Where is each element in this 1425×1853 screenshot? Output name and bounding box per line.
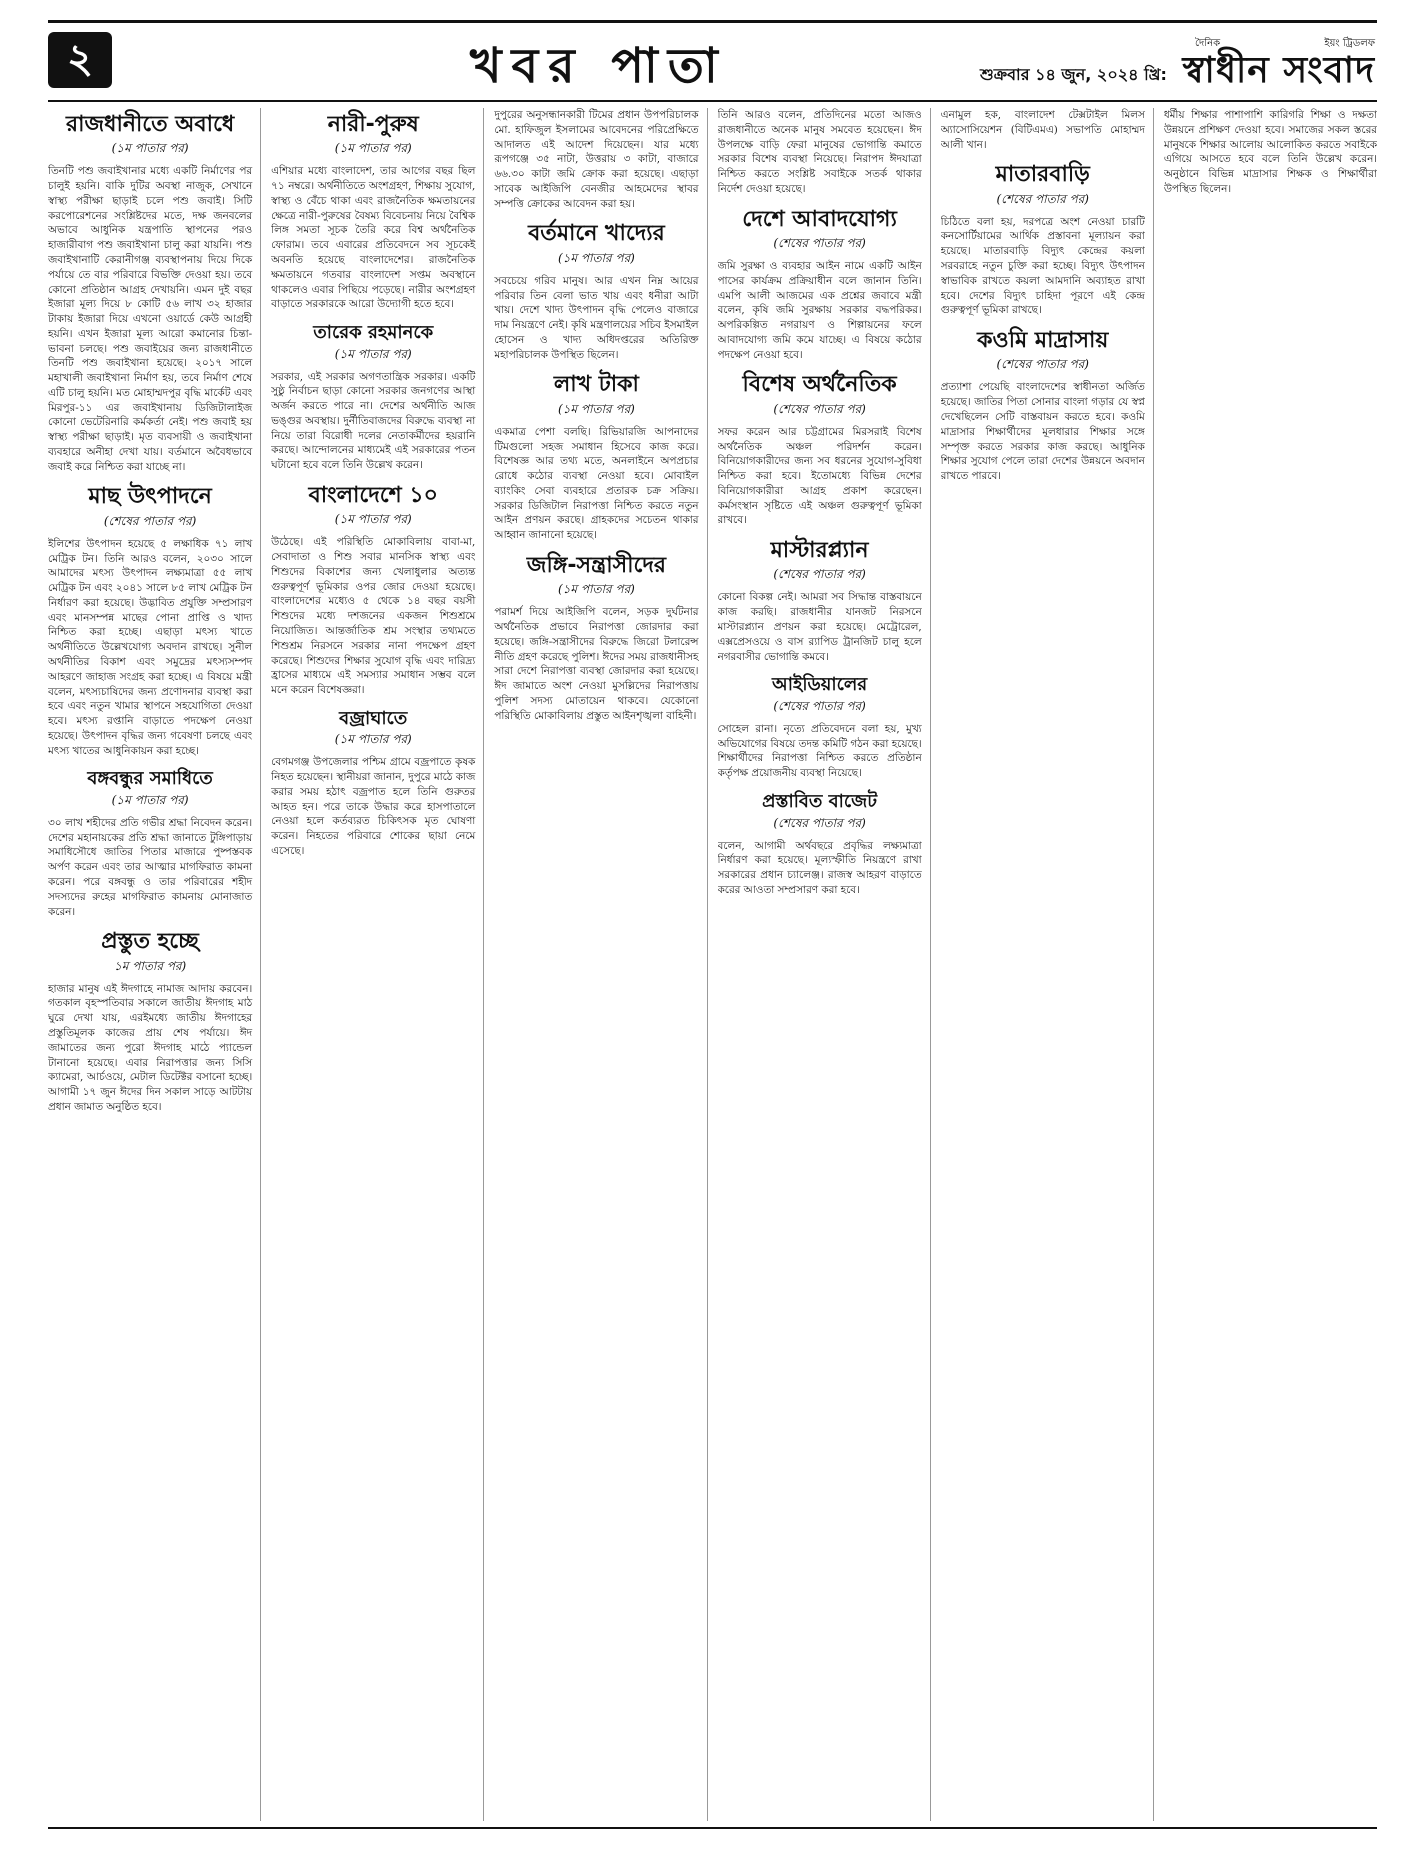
article-headline[interactable]: বিশেষ অর্থনৈতিক xyxy=(742,372,897,398)
continuation-note: (শেষের পাতার পর) xyxy=(773,235,866,250)
article-headline[interactable]: জঙ্গি-সন্ত্রাসীদের xyxy=(526,552,667,578)
article-body: ধর্মীয় শিক্ষার পাশাপাশি কারিগরি শিক্ষা ও দক্ষতা উন্নয়নে প্রশিক্ষণ দেওয়া হবে। সমাজের সকল স্তরের মানুষকে শিক্ষার আলোয় আলোকিত করতে সবাইকে এগিয়ে আসতে হবে বলে তিনি উল্লেখ করেন। অনুষ্ঠানে বিভিন্ন মাদ্রাসার শিক্ষক ও শিক্ষার্থীরা উপস্থিত ছিলেন। xyxy=(1163,109,1377,195)
column-3 xyxy=(494,108,707,1821)
issue-date: শুক্রবার ১৪ জুন, ২০২৪ খ্রি: xyxy=(980,65,1167,84)
article-headline[interactable]: দেশে আবাদযোগ্য xyxy=(742,206,897,232)
article-body: হাজার মানুষ এই ঈদগাহে নামাজ আদায় করবেন। গতকাল বৃহস্পতিবার সকালে জাতীয় ঈদগাহ মাঠ ঘুরে দেখা যায়, এরইমধ্যে জাতীয় ঈদগাহের প্রস্তুতিমূলক কাজের প্রায় শেষ পর্যায়ে। ঈদ জামাতের জন্য পুরো ঈদগাহ মাঠে প্যান্ডেল টানানো হয়েছে। এবার নিরাপত্তার জন্য সিসি ক্যামেরা, আর্চওয়ে, মেটাল ডিটেক্টর বসানো হচ্ছে। আগামী ১৭ জুন ঈদের দিন সকাল সাড়ে আটটায় প্রধান জামাত অনুষ্ঠিত হবে। xyxy=(48,982,253,1113)
article xyxy=(1164,108,1377,197)
column-5 xyxy=(941,108,1154,1821)
continuation-note: (শেষের পাতার পর) xyxy=(103,513,197,528)
article xyxy=(718,538,922,664)
article-body: এশিয়ার মধ্যে বাংলাদেশ, তার আগের বছর ছিল ৭১ নম্বরে। অর্থনীতিতে অংশগ্রহণ, শিক্ষায় সুযোগ, স্বাস্থ্য ও বেঁচে থাকা এবং রাজনৈতিক ক্ষমতায়নের ক্ষেত্রে নারী-পুরুষের বৈষম্য বিবেচনায় নিয়ে বৈশ্বিক লিঙ্গ সমতা সূচক তৈরি করে বিশ্ব অর্থনৈতিক ফোরাম। তবে এবারের প্রতিবেদনে সব সূচকেই অবনতি হয়েছে বাংলাদেশের। রাজনৈতিক ক্ষমতায়নে গতবার বাংলাদেশ সপ্তম অবস্থানে থাকলেও এবার পিছিয়ে পড়েছে। নারীর অংশগ্রহণ বাড়াতে সরকারকে আরো উদ্যোগী হতে হবে। xyxy=(271,165,476,311)
top-rule xyxy=(48,20,1377,23)
article-body: পরামর্শ দিয়ে আইজিপি বলেন, সড়ক দুর্ঘটনার অর্থনৈতিক প্রভাবে নিরাপত্তা জোরদার করা হয়েছে। জঙ্গি-সন্ত্রাসীদের বিরুদ্ধে জিরো টলারেন্স নীতি গ্রহণ করেছে পুলিশ। ঈদের সময় রাজধানীসহ সারা দেশে নিরাপত্তা ব্যবস্থা জোরদার করা হয়েছে। ঈদ জামাতে অংশ নেওয়া মুসল্লিদের নিরাপত্তায় পুলিশ সদস্য মোতায়েন থাকবে। যেকোনো পরিস্থিতি মোকাবিলায় প্রস্তুত আইনশৃঙ্খলা বাহিনী। xyxy=(494,606,699,722)
continuation-note: (১ম পাতার পর) xyxy=(557,582,635,597)
continuation-note: (১ম পাতার পর) xyxy=(111,792,189,807)
continuation-note: (১ম পাতার পর) xyxy=(557,250,635,265)
article-body: প্রত্যাশা পেয়েছি বাংলাদেশের স্বাধীনতা অর্জিত হয়েছে। জাতির পিতা সোনার বাংলা গড়ার যে স্বপ্ন দেখেছিলেন সেটি বাস্তবায়ন করতে হবে। কওমি মাদ্রাসার শিক্ষার্থীদের মূলধারার শিক্ষার সঙ্গে সম্পৃক্ত করতে সরকার কাজ করছে। আধুনিক শিক্ষার সুযোগ পেলে তারা দেশের উন্নয়নে অবদান রাখতে পারবে। xyxy=(940,381,1145,483)
continuation-note: (শেষের পাতার পর) xyxy=(773,815,866,830)
article-headline[interactable]: বঙ্গবন্ধুর সমাধিতে xyxy=(87,768,213,790)
article xyxy=(718,207,922,363)
article-body: সোহেল রানা। নৃত্যে প্রতিবেদনে বলা হয়, মুখ্য অভিযোগের বিষয়ে তদন্ত কমিটি গঠন করা হয়েছে। শিক্ষার্থীদের নিরাপত্তা নিশ্চিত করতে প্রতিষ্ঠান কর্তৃপক্ষ প্রয়োজনীয় ব্যবস্থা নিয়েছে। xyxy=(717,722,922,780)
article-headline[interactable]: মাস্টারপ্ল্যান xyxy=(770,538,869,564)
article-headline[interactable]: মাতারবাড়ি xyxy=(995,162,1090,188)
continuation-note: (১ম পাতার পর) xyxy=(111,141,189,156)
article-headline[interactable]: বজ্রাঘাতে xyxy=(339,707,408,729)
continuation-note: ১ম পাতার পর) xyxy=(113,958,187,973)
continuation-note: (১ম পাতার পর) xyxy=(334,141,412,156)
article xyxy=(48,112,252,474)
article-headline[interactable]: বাংলাদেশে ১০ xyxy=(308,483,438,508)
continuation-note: (শেষের পাতার পর) xyxy=(773,401,866,416)
article-body: জমি সুরক্ষা ও ব্যবহার আইন নামে একটি আইন পাসের কার্যক্রম প্রক্রিয়াধীন বলে জানান তিনি। এমপি আলী আজমের এক প্রশ্নের জবাবে মন্ত্রী বলেন, কৃষি জমি সুরক্ষায় সরকার বদ্ধপরিকর। অপরিকল্পিত নগরায়ণ ও শিল্পায়নের ফলে আবাদযোগ্য জমি কমে যাচ্ছে। এ বিষয়ে কঠোর পদক্ষেপ নেওয়া হবে। xyxy=(717,259,922,361)
bottom-rule xyxy=(48,1827,1377,1829)
article-body: সরকার, এই সরকার অগণতান্ত্রিক সরকার। একটি সুষ্ঠু নির্বাচন ছাড়া কোনো সরকার জনগণের আস্থা অর্জন করতে পারে না। দেশের অর্থনীতি আজ ভঙ্গুর অবস্থায়। দুর্নীতিবাজদের বিরুদ্ধে ব্যবস্থা না নিয়ে তারা বিরোধী দলের নেতাকর্মীদের হয়রানি করছে। আন্দোলনের মাধ্যমেই এই সরকারের পতন ঘটানো হবে বলে তিনি উল্লেখ করেন। xyxy=(271,370,476,472)
article xyxy=(941,108,1145,152)
article-headline[interactable]: মাছ উৎপাদনে xyxy=(88,484,212,510)
continuation-note: (শেষের পাতার পর) xyxy=(773,698,866,713)
continuation-note: (শেষের পাতার পর) xyxy=(773,567,866,582)
article xyxy=(494,553,698,724)
article xyxy=(941,328,1145,484)
article-body: সফর করেন আর চট্টগ্রামের মিরসরাই বিশেষ অর্থনৈতিক অঞ্চল পরিদর্শন করেন। বিনিয়োগকারীদের জন্য সব ধরনের সুযোগ-সুবিধা নিশ্চিত করা হবে। ইতোমধ্যে বিভিন্ন দেশের বিনিয়োগকারীরা আগ্রহ প্রকাশ করেছেন। কর্মসংস্থান সৃষ্টিতে এই অঞ্চল গুরুত্বপূর্ণ ভূমিকা রাখবে। xyxy=(717,425,922,527)
article-headline[interactable]: প্রস্তাবিত বাজেট xyxy=(762,790,878,812)
logo-kicker-right: ইয়ং ট্রিডলফ xyxy=(1324,38,1375,49)
article-body: ৩০ লাখ শহীদের প্রতি গভীর শ্রদ্ধা নিবেদন করেন। দেশের মহানায়কের প্রতি শ্রদ্ধা জানাতে টুঙ্গিপাড়ায় সমাধিসৌধে জাতির পিতার মাজারে পুষ্পস্তবক অর্পণ করেন এবং তার আত্মার মাগফিরাত কামনা করেন। পরে বঙ্গবন্ধু ও তার পরিবারের শহীদ সদস্যদের রুহের মাগফিরাত কামনায় মোনাজাত করেন। xyxy=(48,816,253,918)
article xyxy=(48,929,252,1114)
column-2 xyxy=(271,108,484,1821)
article xyxy=(718,372,922,528)
article-body: চিঠিতে বলা হয়, দরপত্রে অংশ নেওয়া চারটি কনসোর্টিয়ামের আর্থিক প্রস্তাবনা মূল্যায়ন করা হয়েছে। মাতারবাড়ি বিদ্যুৎ কেন্দ্রের কয়লা সরবরাহে নতুন চুক্তি করা হচ্ছে। বিদ্যুৎ উৎপাদন স্বাভাবিক রাখতে কয়লা আমদানি অব্যাহত রাখা হবে। দেশের বিদ্যুৎ চাহিদা পূরণে এই কেন্দ্র গুরুত্বপূর্ণ ভূমিকা রাখছে। xyxy=(940,215,1145,317)
article-body: দুপুরের অনুসন্ধানকারী টিমের প্রধান উপপরিচালক মো. হাফিজুল ইসলামের আবেদনের পরিপ্রেক্ষিতে আদালত এই আদেশ দিয়েছেন। যার মধ্যে রূপগঞ্জে ৩৫ নাটা, উত্তরায় ৩ কাটা, বাজারে ৬৬.৩০ কাটা জমি ক্রোক করা হয়েছে। এছাড়া সাবেক আইজিপি বেনজীর আহমেদের স্থাবর সম্পত্তি ক্রোকের আবেদন করা হয়। xyxy=(494,109,699,210)
article xyxy=(718,108,922,197)
article-body: তিনি আরও বলেন, প্রতিদিনের মতো আজও রাজধানীতে অনেক মানুষ সমবেত হয়েছেন। ঈদ উপলক্ষে বাড়ি ফেরা মানুষের ভোগান্তি কমাতে সরকার বিশেষ ব্যবস্থা নিয়েছে। নিরাপদ ঈদযাত্রা নিশ্চিত করতে সংশ্লিষ্ট সবাইকে সতর্ক থাকার নির্দেশ দেওয়া হয়েছে। xyxy=(717,109,922,195)
article xyxy=(271,708,475,859)
article-body: কোনো বিকল্প নেই। আমরা সব সিদ্ধান্ত বাস্তবায়নে কাজ করছি। রাজধানীর যানজট নিরসনে মাস্টারপ্ল্যান প্রণয়ন করা হয়েছে। মেট্রোরেল, এক্সপ্রেসওয়ে ও বাস র‍্যাপিড ট্রানজিট চালু হলে নগরবাসীর ভোগান্তি কমবে। xyxy=(717,591,922,663)
section-title: খবর পাতা xyxy=(470,38,728,94)
article-body: সবচেয়ে গরিব মানুষ। আর এখন নিম্ন আয়ের পরিবার তিন বেলা ভাত খায় এবং ধনীরা আটা খায়। দেশে খাদ্য উৎপাদন বৃদ্ধি পেলেও বাজারে দাম নিয়ন্ত্রণে নেই। কৃষি মন্ত্রণালয়ের সচিব ইসমাইল হোসেন ও খাদ্য অধিদপ্তরের অতিরিক্ত মহাপরিচালক উপস্থিত ছিলেন। xyxy=(494,274,699,361)
article-body: এনামুল হক, বাংলাদেশ টেক্সটাইল মিলস অ্যাসোসিয়েশন (বিটিএমএ) সভাপতি মোহাম্মদ আলী খান। xyxy=(940,109,1145,151)
article xyxy=(941,162,1145,318)
logo-name: স্বাধীন সংবাদ xyxy=(1182,50,1375,91)
page-number: ২ xyxy=(48,32,112,88)
article-body: তিনটি পশু জবাইখানার মধ্যে একটি নির্মাণের পর চালুই হয়নি। বাকি দুটির অবস্থা নাজুক, সেখানে স্বাস্থ্য পরীক্ষা ছাড়াই চলে পশু জবাই। সিটি করপোরেশনের সংশ্লিষ্টদের মতে, দক্ষ জনবলের অভাবে আধুনিক যন্ত্রপাতি স্থাপনের পরও হাজারীবাগ পশু জবাইখানা চালু করা যায়নি। পশু জবাইখানাটি কেরানীগঞ্জ ব্যবস্থাপনায় দিয়ে দিকে পর্যায়ে তে বার পরিবারে বিভক্তি দেওয়া হয়। তবে কোনো প্রতিষ্ঠান আগ্রহ দেখায়নি। এমন দুই বছর ইজারা মূল্য দিয়ে ৮ কোটি ৫৬ লাখ ৩২ হাজার টাকায় ইজারা দিয়ে এখনো ওয়ার্ডে কেউ আগ্রহী হয়নি। এখন ইজারা মূল্য আরো কমানোর চিন্তা-ভাবনা চলছে। পশু জবাইয়ের জন্য রাজধানীতে তিনটি পশু জবাইখানা হয়েছে। ২০১৭ সালে মহাখালী জবাইখানা নির্মাণ হয়, তবে নির্মাণ শেষে এটি চালু হয়নি। মত মোহাম্মদপুর বৃদ্ধি মার্কেট এবং মিরপুর-১১ এর জবাইখানায় ডিজিটালাইজ কোনো ভেটেরিনারি কর্মকর্তা নেই। পশু জবাই হয় স্বাস্থ্য পরীক্ষা ছাড়াই। মৃত ব্যবসায়ী ও জবাইখানা ব্যবহারে অনীহা দেখা যায়। বর্তমানে অবৈধভাবে জবাই করে নিশ্চিত করা যাচ্ছে না। xyxy=(48,165,253,473)
continuation-note: (১ম পাতার পর) xyxy=(557,401,635,416)
article-headline[interactable]: কওমি মাদ্রাসায় xyxy=(977,328,1109,354)
continuation-note: (১ম পাতার পর) xyxy=(334,346,412,361)
article-headline[interactable]: আইডিয়ালের xyxy=(772,674,868,696)
continuation-note: (১ম পাতার পর) xyxy=(334,512,412,527)
column-1 xyxy=(48,108,261,1821)
newspaper-logo xyxy=(1182,36,1375,89)
continuation-note: (শেষের পাতার পর) xyxy=(996,357,1089,372)
article xyxy=(494,221,698,362)
column-6 xyxy=(1164,108,1377,1821)
article-columns xyxy=(48,108,1377,1821)
article-body: ইলিশের উৎপাদন হয়েছে ৫ লক্ষাধিক ৭১ লাখ মেট্রিক টন। তিনি আরও বলেন, ২০৩০ সালে আমাদের মৎস্য উৎপাদন লক্ষ্যমাত্রা ৫৫ লাখ মেট্রিক টন এবং ২০৪১ সালে ৮৫ লাখ মেট্রিক টন নির্ধারণ করা হয়েছে। উদ্ভাবিত প্রযুক্তি সম্প্রসারণ এবং মানসম্পন্ন মাছের পোনা প্রাপ্তি ও খাদ্য নিশ্চিত করা হচ্ছে। এছাড়া মৎস্য খাতে অর্থনীতিতে উল্লেখযোগ্য অবদান রাখছে। সুনীল অর্থনীতির বিকাশ এবং সমুদ্রের মৎস্যসম্পদ আহরণে জাহাজ সংগ্রহ করা হচ্ছে। এ বিষয়ে মন্ত্রী বলেন, মৎস্যচাষিদের জন্য প্রণোদনার ব্যবস্থা করা হবে এবং নতুন খামার স্থাপনে সহযোগিতা দেওয়া হবে। মৎস্য রপ্তানি বাড়াতে পদক্ষেপ নেওয়া হয়েছে। উৎপাদন বৃদ্ধির জন্য গবেষণা চলছে এবং মৎস্য খাতের আধুনিকায়ন করা হচ্ছে। xyxy=(48,537,253,757)
article-headline[interactable]: লাখ টাকা xyxy=(553,372,639,398)
article xyxy=(271,483,475,698)
article xyxy=(271,112,475,312)
article-body: উঠেছে। এই পরিস্থিতি মোকাবিলায় বাবা-মা, সেবাদাতা ও শিশু সবার মানসিক স্বাস্থ্য এবং শিশুদের বিকাশের জন্য খেলাধুলার অত্যন্ত গুরুত্বপূর্ণ ভূমিকার ওপর জোর দেওয়া হয়েছে। বাংলাদেশের মধ্যেও ৫ থেকে ১৪ বছর বয়সী শিশুদের মধ্যে দশজনের একজন শিশুশ্রমে নিয়োজিত। আন্তর্জাতিক শ্রম সংস্থার তথ্যমতে শিশুশ্রম নিরসনে সরকার নানা পদক্ষেপ গ্রহণ করেছে। শিশুদের শিক্ষার সুযোগ বৃদ্ধি এবং দারিদ্র্য হ্রাসের মাধ্যমে এই সমস্যার সমাধান সম্ভব বলে মনে করেন বিশেষজ্ঞরা। xyxy=(271,536,476,697)
continuation-note: (১ম পাতার পর) xyxy=(334,732,412,747)
article xyxy=(48,484,252,758)
article-headline[interactable]: বর্তমানে খাদ্যের xyxy=(528,221,665,247)
header-rule xyxy=(48,100,1377,102)
article xyxy=(718,674,922,781)
article xyxy=(48,768,252,919)
article xyxy=(494,372,698,543)
column-4 xyxy=(718,108,931,1821)
article-headline[interactable]: নারী-পুরুষ xyxy=(327,112,419,137)
article-body: বলেন, আগামী অর্থবছরে প্রবৃদ্ধির লক্ষ্যমাত্রা নির্ধারণ করা হয়েছে। মূল্যস্ফীতি নিয়ন্ত্রণে রাখা সরকারের প্রধান চ্যালেঞ্জ। রাজস্ব আহরণ বাড়াতে করের আওতা সম্প্রসারণ করা হবে। xyxy=(717,839,922,896)
article xyxy=(494,108,698,211)
article-headline[interactable]: তারেক রহমানকে xyxy=(313,322,434,344)
article-body: একমাত্র পেশা বলছি। রিভিয়ারজি আপনাদের টিমগুলো সহজ সমাধান হিসেবে কাজ করে। বিশেষজ্ঞ আর তথ্য মতে, অনলাইনে অপপ্রচার রোধে কঠোর ব্যবস্থা নেওয়া হবে। মোবাইল ব্যাংকিং সেবা ব্যবহারে প্রতারক চক্র সক্রিয়। সরকার ডিজিটাল নিরাপত্তা নিশ্চিত করতে নতুন আইন প্রণয়ন করছে। গ্রাহকদের সচেতন থাকার আহ্বান জানানো হয়েছে। xyxy=(494,425,699,542)
logo-kicker-left: দৈনিক xyxy=(1195,38,1221,49)
article xyxy=(718,791,922,898)
article xyxy=(271,322,475,473)
continuation-note: (শেষের পাতার পর) xyxy=(996,191,1089,206)
article-body: বেগমগঞ্জ উপজেলার পশ্চিম গ্রামে বজ্রপাতে কৃষক নিহত হয়েছেন। স্থানীয়রা জানান, দুপুরে মাঠে কাজ করার সময় হঠাৎ বজ্রপাত হলে তিনি গুরুতর আহত হন। পরে তাকে উদ্ধার করে হাসপাতালে নেওয়া হলে কর্তব্যরত চিকিৎসক মৃত ঘোষণা করেন। নিহতের পরিবারে শোকের ছায়া নেমে এসেছে। xyxy=(271,756,476,857)
article-headline[interactable]: প্রস্তুত হচ্ছে xyxy=(101,929,199,955)
article-headline[interactable]: রাজধানীতে অবাধে xyxy=(66,112,235,137)
